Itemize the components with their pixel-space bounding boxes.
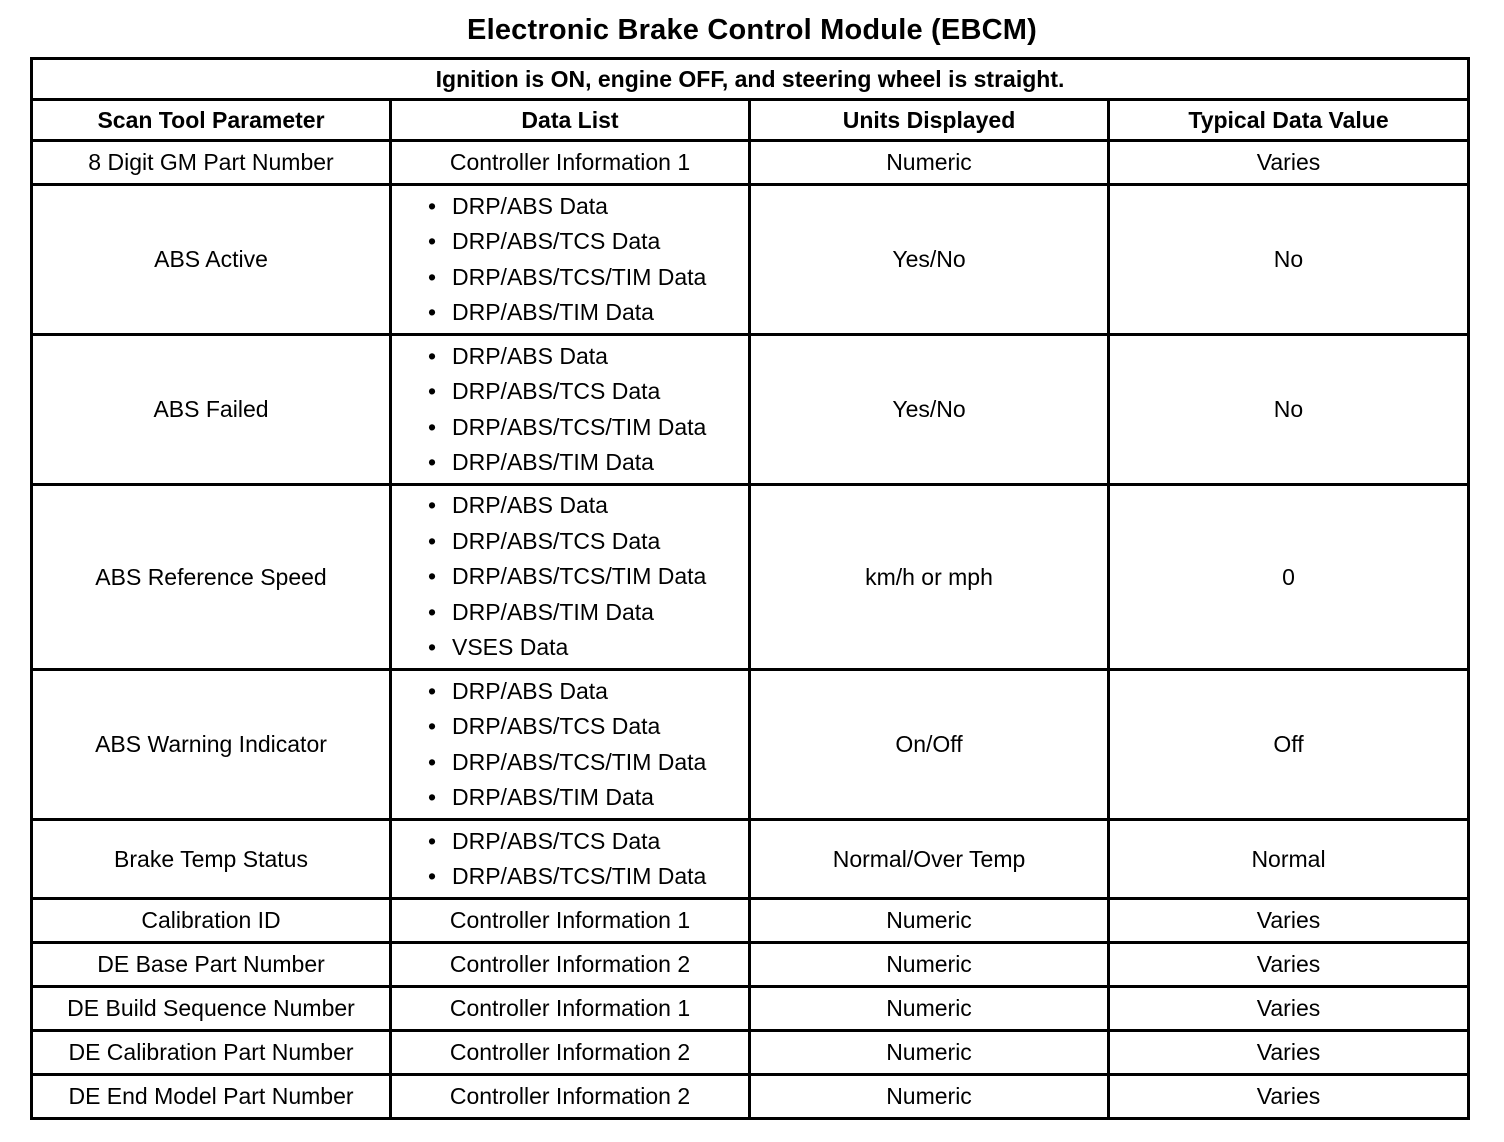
data-list-bullets [392,824,748,895]
cell-typical: Normal [1109,820,1469,899]
table-row [32,335,1469,485]
list-item: • DRP/ABS/TCS Data [428,824,748,860]
list-item: • DRP/ABS/TCS/TIM Data [428,260,748,296]
cell-data-list: Controller Information 2 [391,943,750,987]
cell-units: Numeric [750,943,1109,987]
table-row [32,943,1469,987]
cell-data-list [391,335,750,485]
table-row [32,1031,1469,1075]
cell-typical: Varies [1109,987,1469,1031]
table-row [32,141,1469,185]
page-title: Electronic Brake Control Module (EBCM) [467,14,1037,46]
list-item: • DRP/ABS/TIM Data [428,445,748,481]
cell-typical: Varies [1109,1031,1469,1075]
condition-banner: Ignition is ON, engine OFF, and steering wheel is straight. [32,59,1469,100]
list-item: • DRP/ABS/TCS/TIM Data [428,745,748,781]
cell-units: km/h or mph [750,485,1109,670]
table-row [32,185,1469,335]
cell-parameter: DE Calibration Part Number [32,1031,391,1075]
header-parameter: Scan Tool Parameter [32,100,391,141]
data-list-bullets [392,339,748,481]
cell-typical: Varies [1109,1075,1469,1119]
header-units: Units Displayed [750,100,1109,141]
cell-data-list [391,185,750,335]
table-row [32,485,1469,670]
cell-units: On/Off [750,670,1109,820]
cell-units: Yes/No [750,335,1109,485]
cell-parameter: DE End Model Part Number [32,1075,391,1119]
cell-data-list: Controller Information 1 [391,987,750,1031]
cell-parameter: 8 Digit GM Part Number [32,141,391,185]
cell-parameter: DE Base Part Number [32,943,391,987]
list-item: • DRP/ABS/TCS/TIM Data [428,859,748,895]
list-item: • DRP/ABS/TCS Data [428,524,748,560]
cell-typical: Varies [1109,141,1469,185]
list-item: • DRP/ABS/TIM Data [428,780,748,816]
cell-units: Numeric [750,141,1109,185]
cell-typical: 0 [1109,485,1469,670]
cell-units: Yes/No [750,185,1109,335]
header-typical: Typical Data Value [1109,100,1469,141]
cell-data-list: Controller Information 1 [391,899,750,943]
list-item: • DRP/ABS Data [428,189,748,225]
table-body [32,141,1469,1119]
list-item: • DRP/ABS/TCS/TIM Data [428,410,748,446]
list-item: • DRP/ABS/TIM Data [428,295,748,331]
cell-typical: Off [1109,670,1469,820]
cell-units: Numeric [750,899,1109,943]
cell-data-list [391,485,750,670]
cell-parameter: ABS Warning Indicator [32,670,391,820]
header-data-list: Data List [391,100,750,141]
table-row [32,670,1469,820]
table-row [32,820,1469,899]
cell-parameter: ABS Active [32,185,391,335]
data-list-bullets [392,488,748,666]
cell-typical: No [1109,335,1469,485]
list-item: • DRP/ABS/TCS Data [428,374,748,410]
cell-parameter: Calibration ID [32,899,391,943]
cell-units: Numeric [750,1075,1109,1119]
cell-data-list [391,670,750,820]
list-item: • DRP/ABS Data [428,674,748,710]
cell-data-list: Controller Information 2 [391,1075,750,1119]
list-item: • DRP/ABS/TCS/TIM Data [428,559,748,595]
cell-typical: Varies [1109,943,1469,987]
cell-data-list [391,820,750,899]
list-item: • DRP/ABS Data [428,488,748,524]
list-item: • DRP/ABS/TCS Data [428,709,748,745]
data-list-bullets [392,189,748,331]
table-row [32,1075,1469,1119]
cell-data-list: Controller Information 1 [391,141,750,185]
data-list-bullets [392,674,748,816]
cell-parameter: ABS Failed [32,335,391,485]
cell-data-list: Controller Information 2 [391,1031,750,1075]
list-item: • DRP/ABS Data [428,339,748,375]
cell-units: Normal/Over Temp [750,820,1109,899]
list-item: • DRP/ABS/TIM Data [428,595,748,631]
table-row [32,987,1469,1031]
cell-units: Numeric [750,987,1109,1031]
cell-units: Numeric [750,1031,1109,1075]
table-row [32,899,1469,943]
ebcm-data-table [30,57,1470,1120]
cell-parameter: Brake Temp Status [32,820,391,899]
cell-typical: Varies [1109,899,1469,943]
list-item: • DRP/ABS/TCS Data [428,224,748,260]
list-item: • VSES Data [428,630,748,666]
cell-typical: No [1109,185,1469,335]
cell-parameter: ABS Reference Speed [32,485,391,670]
cell-parameter: DE Build Sequence Number [32,987,391,1031]
